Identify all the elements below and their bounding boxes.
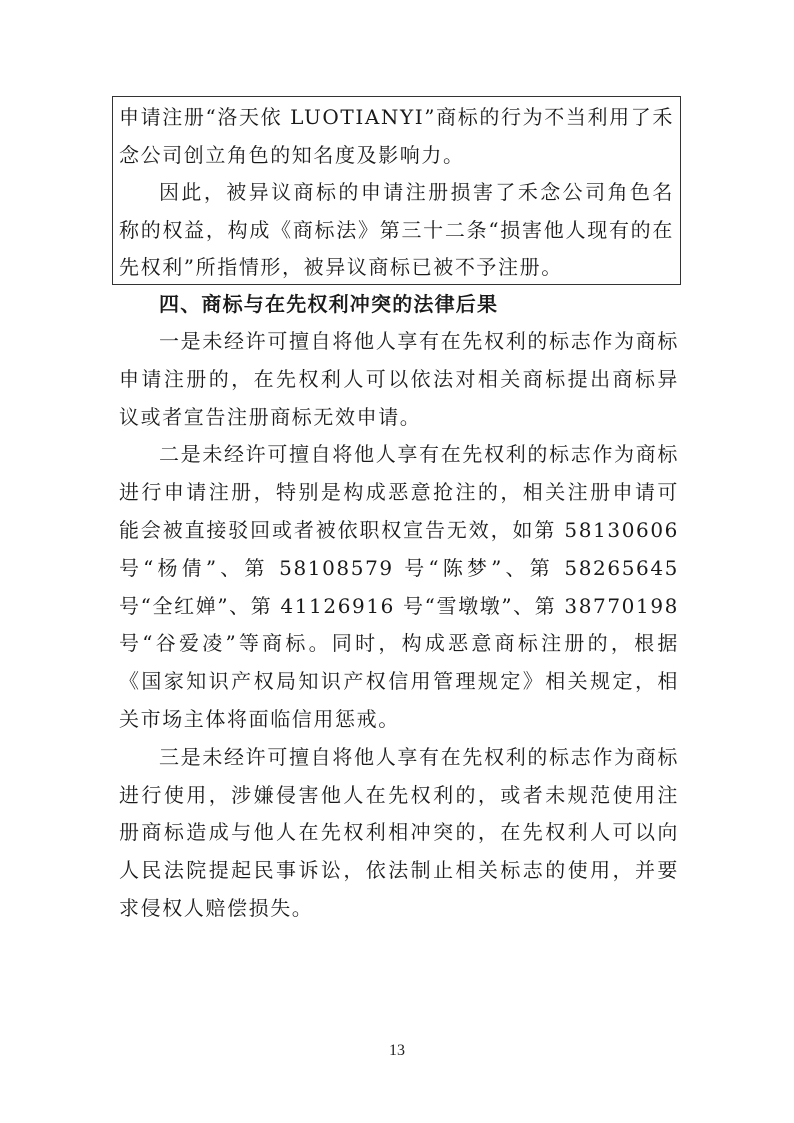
body-paragraph-2: 二是未经许可擅自将他人享有在先权利的标志作为商标进行申请注册，特别是构成恶意抢注的，相关注册申请可能会被直接驳回或者被依职权宣告无效，如第 58130606 号“杨倩”、第 58108579 号“陈梦”、第 58265645 号“全红婵”、第 41126916 号“雪墩墩”、第 38770198 号“谷爱凌”等商标。同时，构成恶意商标注册的，根据《国家知识产权局知识产权信用管理规定》相关规定，相关市场主体将面临信用惩戒。 — [119, 442, 679, 731]
body-paragraph-3: 三是未经许可擅自将他人享有在先权利的标志作为商标进行使用，涉嫌侵害他人在先权利的，或者未规范使用注册商标造成与他人在先权利相冲突的，在先权利人可以向人民法院提起民事诉讼，依法制止相关标志的使用，并要求侵权人赔偿损失。 — [119, 744, 679, 920]
page-number: 13 — [389, 1042, 405, 1059]
body-paragraph-1: 一是未经许可擅自将他人享有在先权利的标志作为商标申请注册的，在先权利人可以依法对相关商标提出商标异议或者宣告注册商标无效申请。 — [119, 329, 679, 429]
boxed-case-excerpt — [112, 96, 681, 285]
boxed-paragraph-2: 因此，被异议商标的申请注册损害了禾念公司角色名称的权益，构成《商标法》第三十二条“损害他人现有的在先权利”所指情形，被异议商标已被不予注册。 — [119, 180, 674, 279]
section-heading: 四、商标与在先权利冲突的法律后果 — [159, 292, 499, 316]
section-body — [119, 323, 679, 928]
boxed-paragraph-1: 申请注册“洛天依 LUOTIANYI”商标的行为不当利用了禾念公司创立角色的知名度及影响力。 — [119, 105, 674, 167]
